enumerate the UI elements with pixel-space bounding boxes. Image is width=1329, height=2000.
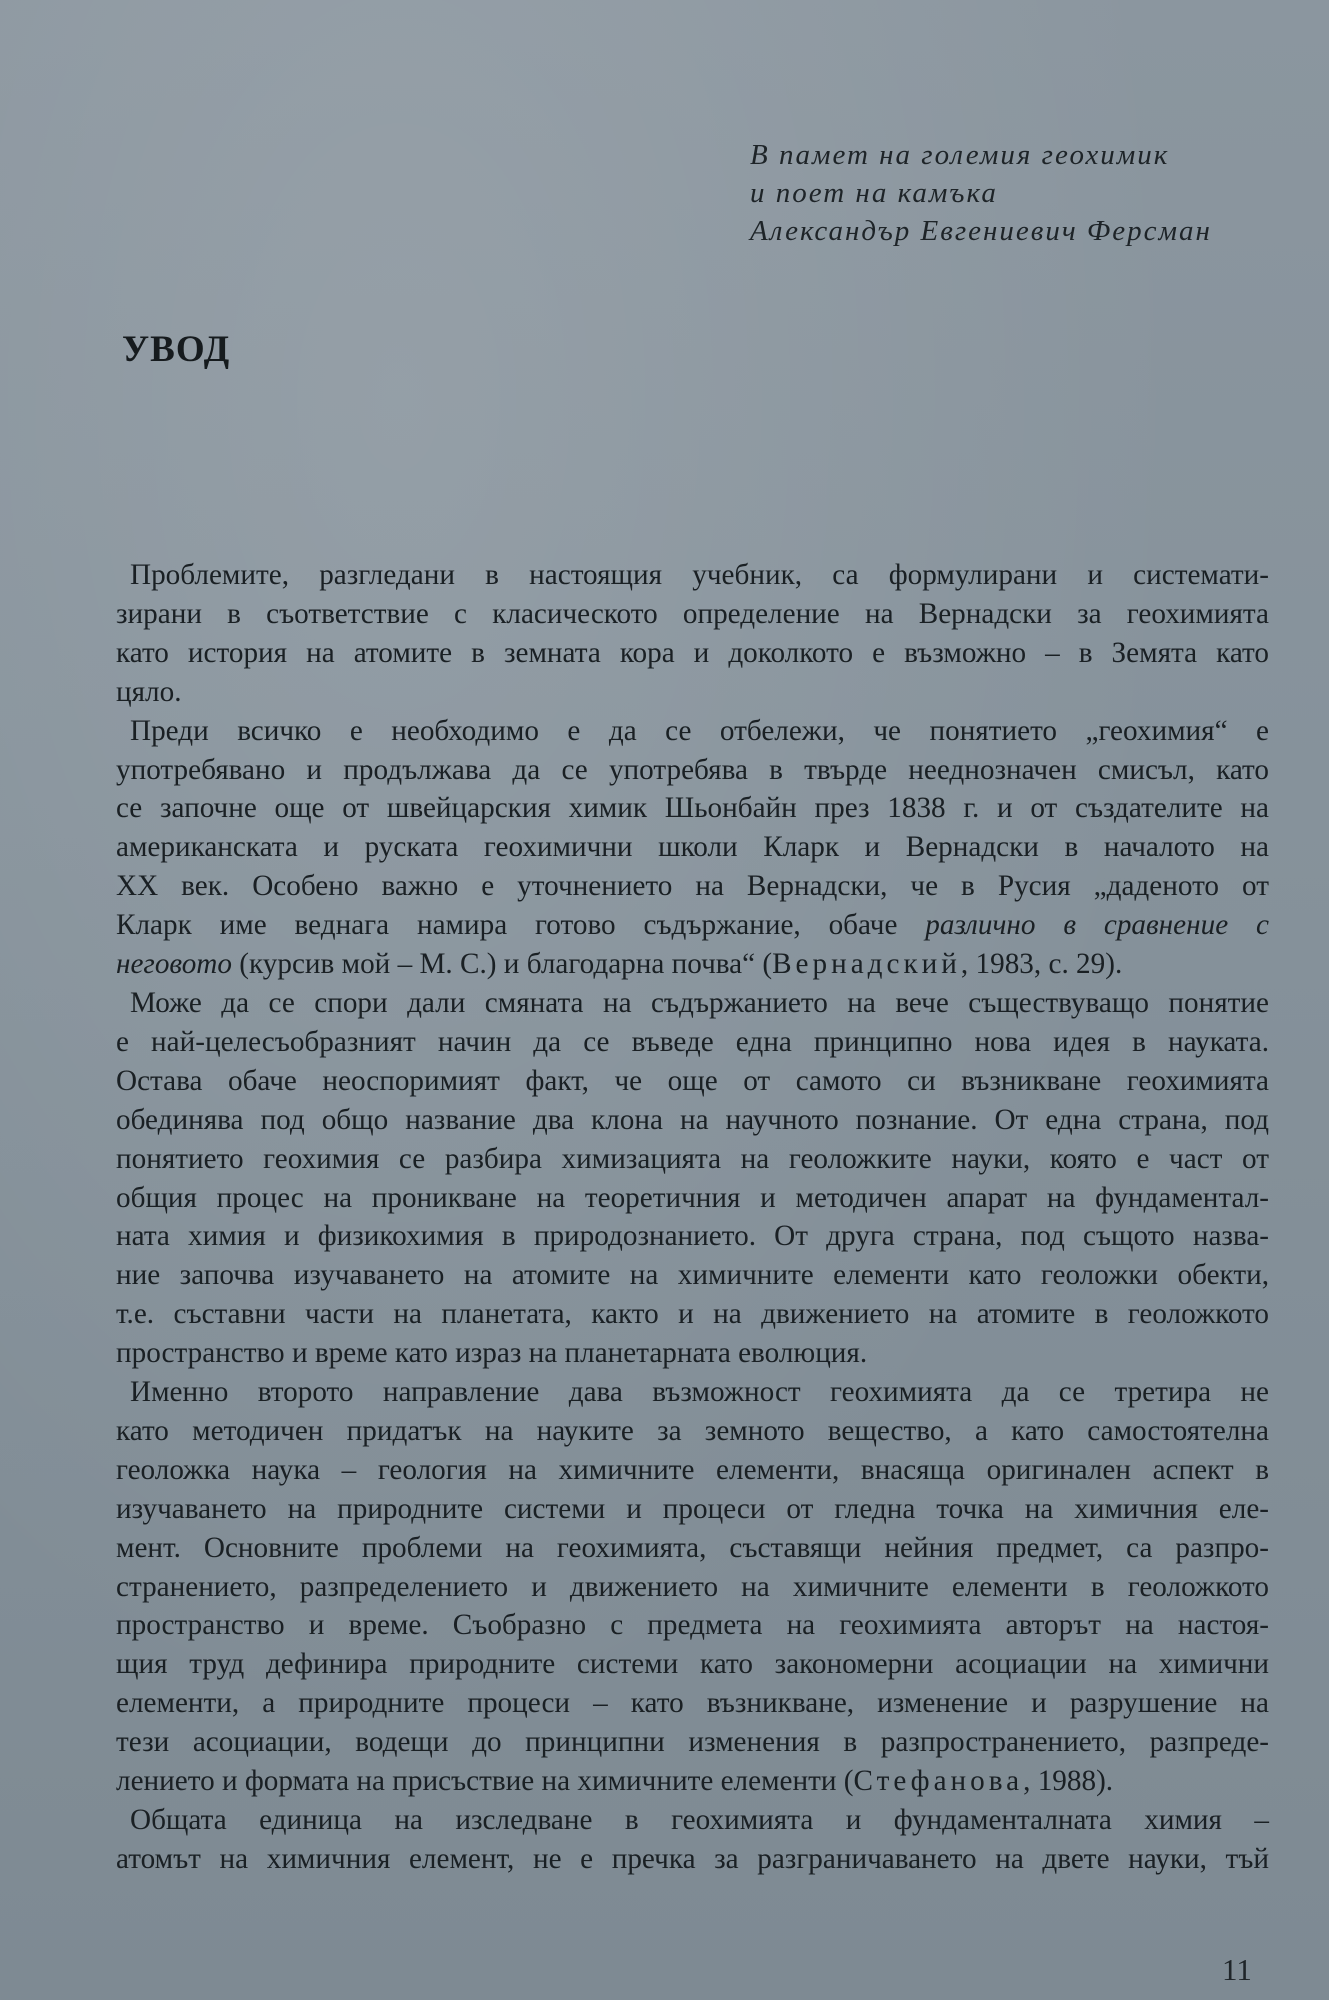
paragraph-2 — [104, 712, 1269, 984]
text-line: Проблемите, разгледани в настоящия учебник, са формулирани и системати- — [130, 559, 1269, 591]
text-line: Именно второто направление дава възможност геохимията да се третира не — [130, 1376, 1269, 1409]
text-line: зирани в съответствие с класическото определение на Вернадски за геохимията — [116, 597, 1269, 630]
text-line: мент. Основните проблеми на геохимията, съставящи нейния предмет, са разпро- — [116, 1531, 1269, 1564]
text-line: употребявано и продължава да се употребява в твърде нееднозначен смисъл, като — [116, 753, 1269, 786]
text-line: Остава обаче неоспоримият факт, че още от самото си възникване геохимията — [116, 1064, 1269, 1097]
text-line: ната химия и физикохимия в природознанието. От друга страна, под същото назва- — [116, 1220, 1269, 1253]
text-line: се започне още от швейцарския химик Шьонбайн през 1838 г. и от създателите на — [116, 792, 1269, 825]
text-line: е най-целесъобразният начин да се въведе една принципно нова идея в науката. — [116, 1025, 1269, 1058]
paragraph-5 — [104, 1801, 1269, 1879]
italic-segment: неговото — [116, 948, 232, 981]
epigraph-line: В памет на големия геохимик — [750, 139, 1170, 171]
text-line: като методичен придатък на науките за земното вещество, а като самостоятелна — [116, 1414, 1269, 1447]
body-text — [104, 556, 1269, 1879]
text-line: тези асоциации, водещи до принципни изменения в разпространението, разпреде- — [116, 1726, 1269, 1759]
epigraph-line: и поет на камъка — [750, 177, 998, 209]
text-segment: лението и формата на присъствие на химичните елементи ( — [116, 1765, 854, 1798]
text-line: обединява под общо название два клона на научното познание. От една страна, под — [116, 1103, 1269, 1136]
text-line: изучаването на природните системи и процеси от гледна точка на химичния еле- — [116, 1492, 1269, 1525]
text-line: странението, разпределението и движението на химичните елементи в геоложкото — [116, 1570, 1269, 1603]
text-line: понятието геохимия се разбира химизацията на геоложките науки, която е част от — [116, 1142, 1269, 1175]
text-segment: Кларк име веднага намира готово съдържание, обаче — [116, 909, 926, 942]
text-line: Общата единица на изследване в геохимията и фундаменталната химия – — [130, 1804, 1269, 1836]
text-line: общия процес на проникване на теоретичния и методичен апарат на фундаментал- — [116, 1181, 1269, 1214]
text-line: елементи, а природните процеси – като възникване, изменение и разрушение на — [116, 1687, 1269, 1720]
page-number: 11 — [1222, 1952, 1252, 1987]
text-line — [104, 906, 1269, 945]
text-line: цяло. — [116, 675, 182, 708]
paragraph-1 — [104, 556, 1269, 712]
text-segment: , 1983, с. 29). — [960, 948, 1123, 981]
text-line: Може да се спори дали смяната на съдържанието на вече съществуващо понятие — [130, 986, 1269, 1019]
epigraph-line: Александър Евгениевич Ферсман — [750, 215, 1212, 247]
paragraph-4 — [104, 1373, 1269, 1801]
chapter-heading: УВОД — [122, 329, 231, 370]
text-line — [104, 945, 1269, 984]
text-line: пространство и време като израз на планетарната еволюция. — [116, 1337, 868, 1370]
text-line — [104, 1762, 1269, 1801]
text-line: ние започва изучаването на атомите на химичните елементи като геоложки обекти, — [116, 1259, 1269, 1292]
epigraph — [750, 136, 1310, 250]
text-line: т.е. съставни части на планетата, както и на движението на атомите в геоложкото — [116, 1298, 1269, 1331]
text-line: щия труд дефинира природните системи като закономерни асоциации на химични — [116, 1648, 1269, 1681]
text-line: атомът на химичния елемент, не е пречка за разграничаването на двете науки, тъй — [116, 1842, 1269, 1875]
citation-author: Стефанова — [853, 1765, 1024, 1798]
text-line: пространство и време. Съобразно с предмета на геохимията авторът на настоя- — [116, 1609, 1269, 1642]
italic-segment: различно в сравнение с — [925, 909, 1269, 942]
text-segment: (курсив мой – М. С.) и благодарна почва“ ( — [231, 948, 773, 981]
text-line: като история на атомите в земната кора и доколкото е възможно – в Земята като — [116, 636, 1269, 669]
text-line: ХХ век. Особено важно е уточнението на Вернадски, че в Русия „даденото от — [116, 870, 1269, 903]
citation-author: Вернадский — [772, 948, 961, 981]
text-line: геоложка наука – геология на химичните елементи, внасяща оригинален аспект в — [116, 1453, 1269, 1486]
text-segment: , 1988). — [1023, 1765, 1114, 1798]
text-line: Преди всичко е необходимо е да се отбележи, че понятието „геохимия“ е — [130, 714, 1269, 747]
paragraph-3 — [104, 984, 1269, 1373]
text-line: американската и руската геохимични школи Кларк и Вернадски в началото на — [116, 831, 1269, 864]
